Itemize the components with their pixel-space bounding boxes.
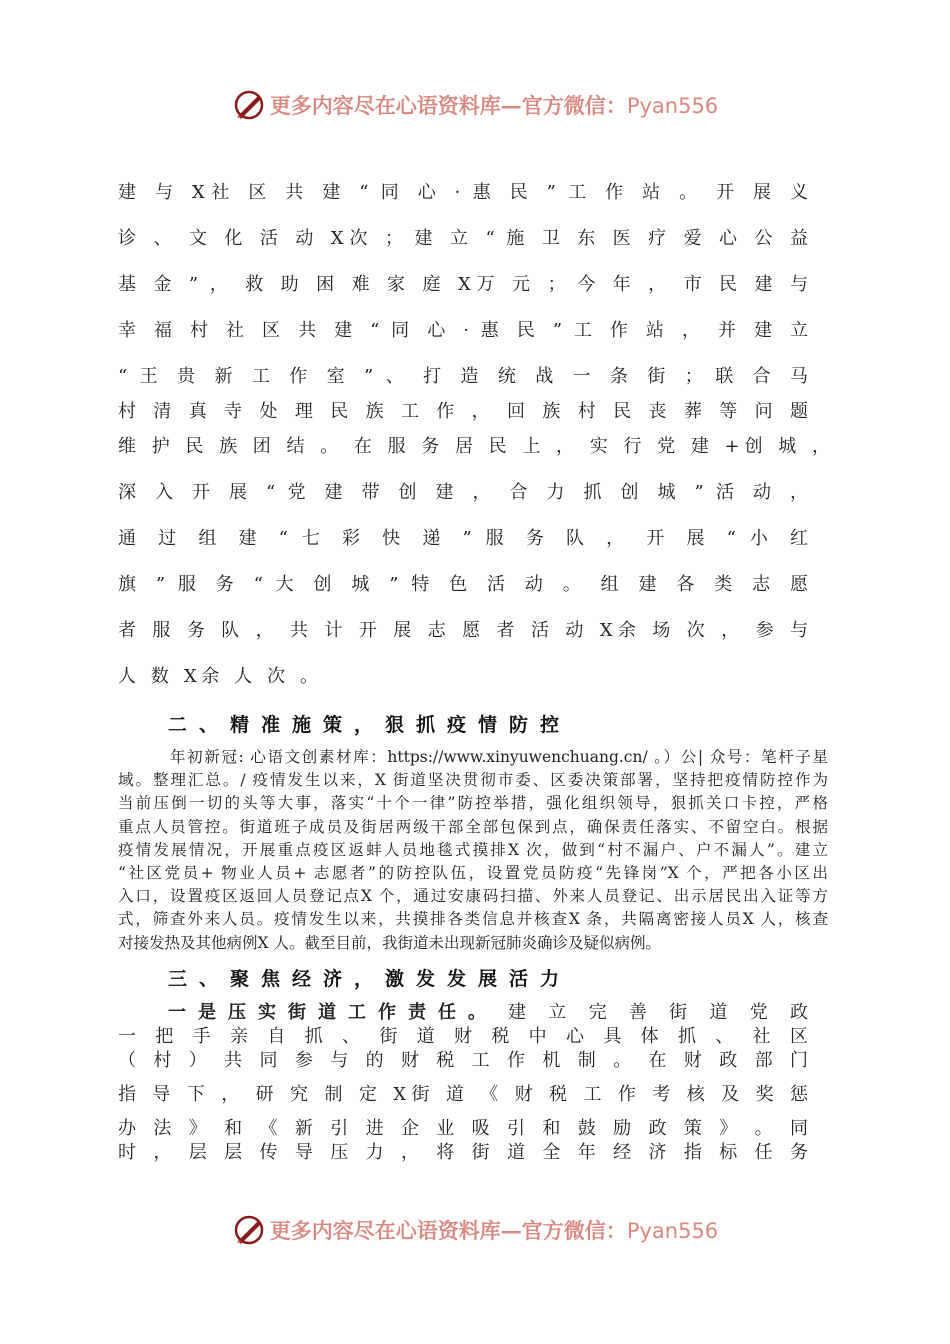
paragraph-line: 域。整理汇总。/ 疫情发生以来，X 街道坚决贯彻市委、区委决策部署，坚持把疫情防控作为: [118, 771, 828, 790]
section3-line: 一 把 手 亲 自 抓 、 街 道 财 税 中 心 具 体 抓 、 社 区: [118, 1026, 808, 1047]
section3-line: 指 导 下 ， 研 究 制 定 X街 道 《 财 税 工 作 考 核 及 奖 惩: [118, 1084, 808, 1105]
section3-line: （ 村 ） 共 同 参 与 的 财 税 工 作 机 制 。 在 财 政 部 门: [118, 1050, 808, 1071]
paragraph-line: 对接发热及其他病例X 人。截至目前，我街道未出现新冠肺炎确诊及疑似病例。: [118, 933, 661, 952]
header-banner: [0, 85, 950, 125]
section1-line: 通 过 组 建 “ 七 彩 快 递 ” 服 务 队 ， 开 展 “ 小 红: [118, 528, 808, 549]
paragraph-line: 入口，设置疫区返回人员登记点X 个，通过安康码扫描、外来人员登记、出示居民出入证等方: [118, 887, 828, 906]
section3-first-line: [168, 1001, 808, 1025]
footer-banner-handle: Pyan556: [626, 1219, 719, 1243]
section1-line: 基 金 ” ， 救 助 困 难 家 庭 X万 元 ； 今 年 ， 市 民 建 与: [118, 274, 808, 295]
header-banner-text: 更多内容尽在心语资料库—官方微信：: [269, 93, 627, 118]
pen-logo-icon: [232, 1213, 266, 1247]
section2-paragraph: [118, 746, 828, 955]
section1-line: 诊 、 文 化 活 动 X次 ； 建 立 “ 施 卫 东 医 疗 爱 心 公 益: [118, 228, 808, 249]
section1-line: 维 护 民 族 团 结 。 在 服 务 居 民 上 ， 实 行 党 建 +创 城 ，: [118, 436, 830, 457]
paragraph-line: “社区党员+ 物业人员+ 志愿者”的防控队伍，设置党员防疫“先锋岗”X 个，严把各小区出: [118, 864, 828, 883]
section3-line: 办 法 》 和 《 新 引 进 企 业 吸 引 和 鼓 励 政 策 》 。 同: [118, 1118, 808, 1139]
section3-line: 建 立 完 善 街 道 党 政: [508, 1002, 808, 1023]
paragraph-line: 重点人员管控。街道班子成员及街居两级干部全部包保到点，确保责任落实、不留空白。根据: [118, 817, 828, 836]
section1-line: 人 数 X余 人 次 。: [118, 666, 318, 687]
section3-line: 时 ， 层 层 传 导 压 力 ， 将 街 道 全 年 经 济 指 标 任 务: [118, 1142, 808, 1163]
paragraph-line: 式，筛查外来人员。疫情发生以来，共摸排各类信息并核查X 条，共隔离密接人员X 人，核查: [118, 910, 828, 929]
section1-line: 幸 福 村 社 区 共 建 “ 同 心 · 惠 民 ” 工 作 站 ， 并 建 立: [118, 320, 808, 341]
footer-banner-text: 更多内容尽在心语资料库—官方微信：: [269, 1218, 627, 1243]
section1-line: 村 清 真 寺 处 理 民 族 工 作 ， 回 族 村 民 丧 葬 等 问 题: [118, 401, 808, 422]
section2-heading: 二、精准施策，狠抓疫情防控: [168, 714, 572, 736]
section1-line: 旗 ” 服 务 “ 大 创 城 ” 特 色 活 动 。 组 建 各 类 志 愿: [118, 574, 808, 595]
pen-logo-icon: [232, 88, 266, 122]
footer-banner: [0, 1210, 950, 1250]
section1-line: “ 王 贵 新 工 作 室 ” 、 打 造 统 战 一 条 街 ； 联 合 马: [118, 366, 808, 387]
section1-line: 深 入 开 展 “ 党 建 带 创 建 ， 合 力 抓 创 城 ” 活 动 ，: [118, 482, 808, 503]
section1-line: 者 服 务 队 ， 共 计 开 展 志 愿 者 活 动 X余 场 次 ， 参 与: [118, 620, 808, 641]
section3-heading: 三、聚焦经济，激发发展活力: [168, 968, 572, 990]
header-banner-handle: Pyan556: [626, 94, 719, 118]
paragraph-line: 疫情发展情况，开展重点疫区返蚌人员地毯式摸排X 次，做到“村不漏户、户不漏人”。建立: [118, 840, 828, 859]
section3-lead: 一是压实街道工作责任。: [168, 1002, 498, 1023]
paragraph-line: 年初新冠: 心语文创素材库：https://www.xinyuwenchuang.cn/ 。）公| 众号：笔杆子星: [170, 748, 828, 766]
paragraph-line: 当前压倒一切的头等大事，落实“十个一律”防控举措，强化组织领导，狠抓关口卡控，严格: [118, 794, 828, 813]
section1-line: 建 与 X社 区 共 建 “ 同 心 · 惠 民 ” 工 作 站 。 开 展 义: [118, 182, 808, 203]
